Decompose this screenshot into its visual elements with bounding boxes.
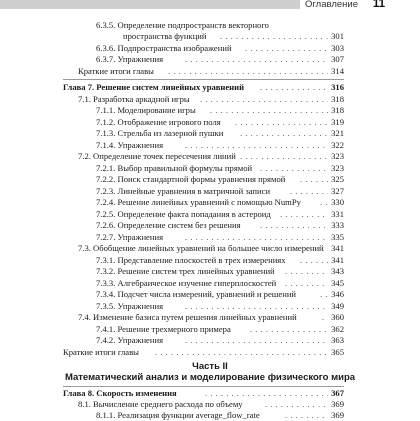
part-title: Математический анализ и моделирование физического мира [64,372,356,383]
toc-entry-7-1-4[interactable] [0,140,344,151]
toc-entry-7-1-3[interactable] [0,128,344,139]
toc-page-number: 341 [328,255,344,266]
toc-section-7-4[interactable] [0,312,344,323]
toc-page-number: 314 [328,66,344,77]
toc-entry-title: 7.2.6. Определение систем без решения [96,220,241,230]
toc-entry-8-1-1[interactable] [0,410,344,421]
toc-chapter-8[interactable] [0,388,344,399]
toc-entry-7-4-1[interactable] [0,324,344,335]
toc-entry-title: 7.1.3. Стрельба из лазерной пушки [96,128,224,138]
toc-page-number: 330 [328,197,344,208]
toc-page-number: 327 [328,186,344,197]
toc-page-number: 365 [328,347,344,358]
divider [63,79,344,80]
toc-entry-title: 7.3.3. Алгебраическое изучение гиперплоскостей [96,278,277,288]
toc-page-number: 316 [328,82,344,93]
toc-entry-title: 7.4.2. Упражнения [96,335,164,345]
toc-entry-7-2-2[interactable] [0,174,344,185]
toc-section-7-3[interactable] [0,243,344,254]
toc-entry-7-2-3[interactable] [0,186,344,197]
toc-entry-title: 7.2. Определение точек пересечения линий [78,151,236,161]
toc-entry-title: 8.1. Вычисление среднего расхода по объему [78,399,243,409]
toc-page-number: 325 [328,174,344,185]
toc-entry-7-3-1[interactable] [0,255,344,266]
toc-entry-title: 7.1.4. Упражнения [96,140,164,150]
toc-entry-title: Краткие итоги главы [63,347,139,357]
toc-entry-title: 7.3.1. Представление плоскостей в трех измерениях [96,255,286,265]
toc-page-number: 362 [328,324,344,335]
toc-entry-title: 7.2.5. Определение факта попадания в астероид [96,209,271,219]
toc-section-7-2[interactable] [0,151,344,162]
toc-entry-7-3-3[interactable] [0,278,344,289]
toc-page-number: 367 [328,388,344,399]
toc-entry-title: 6.3.7. Упражнения [96,54,164,64]
toc-page-number: 318 [328,94,344,105]
toc-entry-7-3-4[interactable] [0,289,344,300]
toc-page-number: 333 [328,220,344,231]
toc-page-number: 319 [328,117,344,128]
toc-page-number: 341 [328,243,344,254]
toc-section-7-1[interactable] [0,94,344,105]
toc-entry-title: 7.4. Изменение базиса путем решения линейных уравнений [78,312,297,322]
toc-entry-title: 6.3.6. Подпространства изображений [96,43,232,53]
toc-page-number: 323 [328,151,344,162]
toc-section-8-1[interactable] [0,399,344,410]
toc-entry-title: 7.3.5. Упражнения [96,301,164,311]
toc-chapter-title: Глава 7. Решение систем линейных уравнений [63,82,245,92]
toc-entry-7-1-1[interactable] [0,105,344,116]
toc-entry-7-2-7[interactable] [0,232,344,243]
toc-page-number: 345 [328,278,344,289]
toc-entry-title: 7.2.3. Линейные уравнения в матричной записи [96,186,271,196]
header-bar [0,0,300,9]
toc-page-number: 318 [328,105,344,116]
toc-page-number: 369 [328,410,344,421]
toc-entry-7-1-2[interactable] [0,117,344,128]
toc-chapter-title: Глава 8. Скорость изменения [63,388,177,398]
header-page-number: 11 [372,0,385,10]
toc-entry-title: 8.1.1. Реализация функции average_flow_rate [96,410,260,420]
running-header [0,0,420,17]
toc-page-number: 369 [328,399,344,410]
toc-entry-6-3-5-title: 6.3.5. Определение подпространств векторного [96,20,269,30]
toc-page-number: 335 [328,232,344,243]
toc-page-number: 321 [328,128,344,139]
toc-entry-title: 7.1. Разработка аркадной игры [78,94,190,104]
toc-page-number: 303 [328,43,344,54]
toc-page-number: 307 [328,54,344,65]
toc-entry-7-2-4[interactable] [0,197,344,208]
toc-entry-6-3-5[interactable] [0,31,344,42]
toc-entry-7-2-1[interactable] [0,163,344,174]
toc-entry-title: 7.2.1. Выбор правильной формулы прямой [96,163,253,173]
toc-entry-title: 7.3.4. Подсчет числа измерений, уравнений и решений [96,289,297,299]
toc-entry-title: Краткие итоги главы [78,66,154,76]
toc-page-number: 346 [328,289,344,300]
toc-entry-title: 7.2.7. Упражнения [96,232,164,242]
toc-entry-title: 7.2.4. Решение линейных уравнений с помощью NumPy [96,197,301,207]
toc-chapter-7[interactable] [0,82,344,93]
toc-page-number: 301 [328,31,344,42]
toc-entry-summary-6[interactable] [0,66,344,77]
part-number: Часть II [192,361,228,372]
toc-entry-7-3-5[interactable] [0,301,344,312]
toc-page-number: 331 [328,209,344,220]
toc-entry-6-3-6[interactable] [0,43,344,54]
toc-entry-7-4-2[interactable] [0,335,344,346]
toc-entry-6-3-7[interactable] [0,54,344,65]
toc-page-number: 349 [328,301,344,312]
toc-entry-continuation: пространства функций [123,31,207,41]
toc-page-number: 363 [328,335,344,346]
toc-page-number: 343 [328,266,344,277]
toc-page-number: 360 [328,312,344,323]
header-title: Оглавление [305,0,358,10]
toc-page-number: 323 [328,163,344,174]
toc-entry-title: 7.2.2. Поиск стандартной формы уравнения прямой [96,174,286,184]
toc-entry-title: 7.3. Обобщение линейных уравнений на большее число измерений [78,243,324,253]
divider [63,386,344,387]
toc-entry-summary-7[interactable] [0,347,344,358]
toc-entry-title: 7.1.2. Отображение игрового поля [96,117,221,127]
toc-entry-title: 7.1.1. Моделирование игры [96,105,196,115]
toc-entry-7-3-2[interactable] [0,266,344,277]
toc-entry-7-2-6[interactable] [0,220,344,231]
toc-entry-7-2-5[interactable] [0,209,344,220]
toc-entry-title: 7.3.2. Решение систем трех линейных уравнений [96,266,275,276]
toc-page-number: 322 [328,140,344,151]
toc-entry-title: 7.4.1. Решение трехмерного примера [96,324,231,334]
